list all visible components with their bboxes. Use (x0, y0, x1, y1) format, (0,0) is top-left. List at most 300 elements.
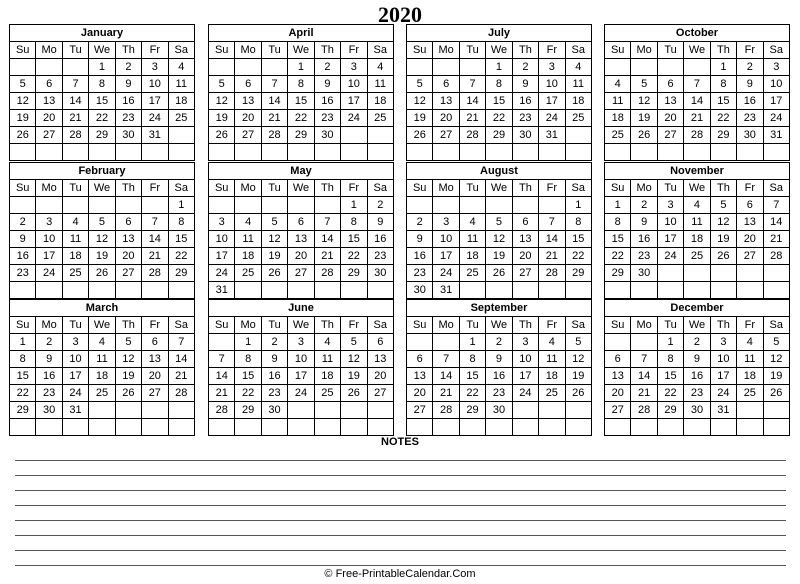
day-cell (565, 282, 591, 299)
day-cell: 2 (36, 334, 62, 351)
day-cell: 7 (539, 214, 565, 231)
day-cell (433, 144, 459, 161)
weekday-header: Fr (142, 317, 168, 334)
day-cell (539, 419, 565, 436)
day-cell: 9 (10, 231, 36, 248)
day-cell (142, 419, 168, 436)
weekday-header: Th (710, 180, 736, 197)
day-cell: 16 (631, 231, 657, 248)
day-cell: 13 (36, 93, 62, 110)
day-cell: 23 (631, 248, 657, 265)
day-cell: 18 (235, 248, 261, 265)
month-name: February (10, 163, 195, 180)
weekday-header: Fr (539, 42, 565, 59)
day-cell: 30 (631, 265, 657, 282)
weekday-header: Mo (36, 180, 62, 197)
day-cell: 27 (142, 385, 168, 402)
weekday-header: Su (10, 317, 36, 334)
day-cell: 15 (657, 368, 683, 385)
day-cell: 5 (763, 334, 789, 351)
day-cell: 31 (763, 127, 789, 144)
note-line (15, 460, 786, 461)
day-cell (288, 419, 314, 436)
weekday-header: Fr (737, 42, 763, 59)
day-cell: 11 (62, 231, 88, 248)
day-cell: 21 (209, 385, 235, 402)
weekday-header: Tu (459, 42, 485, 59)
month-name: December (605, 300, 790, 317)
day-cell: 19 (261, 248, 287, 265)
month-july (406, 24, 592, 161)
day-cell (539, 282, 565, 299)
note-line (15, 550, 786, 551)
day-cell: 18 (168, 93, 194, 110)
day-cell: 11 (367, 76, 393, 93)
month-september (406, 299, 592, 436)
day-cell: 28 (314, 265, 340, 282)
day-cell: 15 (288, 93, 314, 110)
day-cell: 6 (433, 76, 459, 93)
day-cell (89, 402, 115, 419)
day-cell: 3 (710, 334, 736, 351)
day-cell: 30 (314, 127, 340, 144)
day-cell: 12 (486, 231, 512, 248)
day-cell: 10 (539, 76, 565, 93)
day-cell: 27 (115, 265, 141, 282)
day-cell: 25 (459, 265, 485, 282)
day-cell (367, 282, 393, 299)
day-cell: 23 (261, 385, 287, 402)
day-cell (512, 282, 538, 299)
day-cell: 27 (605, 402, 631, 419)
day-cell: 2 (115, 59, 141, 76)
day-cell: 17 (36, 248, 62, 265)
day-cell (512, 144, 538, 161)
month-name: May (209, 163, 394, 180)
day-cell: 25 (565, 110, 591, 127)
day-cell: 16 (36, 368, 62, 385)
day-cell: 14 (763, 214, 789, 231)
day-cell: 1 (288, 59, 314, 76)
day-cell: 4 (565, 59, 591, 76)
day-cell (605, 334, 631, 351)
day-cell: 12 (10, 93, 36, 110)
day-cell: 12 (89, 231, 115, 248)
day-cell: 16 (10, 248, 36, 265)
day-cell: 12 (407, 93, 433, 110)
day-cell: 24 (341, 110, 367, 127)
day-cell (459, 59, 485, 76)
weekday-header: Th (115, 42, 141, 59)
weekday-header: Tu (657, 317, 683, 334)
day-cell: 27 (433, 127, 459, 144)
month-name: June (209, 300, 394, 317)
day-cell: 25 (684, 248, 710, 265)
day-cell (261, 282, 287, 299)
day-cell: 22 (459, 385, 485, 402)
day-cell: 14 (433, 368, 459, 385)
weekday-header: Tu (261, 42, 287, 59)
day-cell (459, 197, 485, 214)
weekday-header: Tu (261, 180, 287, 197)
weekday-header: Fr (539, 180, 565, 197)
note-line (15, 475, 786, 476)
day-cell: 1 (235, 334, 261, 351)
day-cell (89, 197, 115, 214)
day-cell: 29 (341, 265, 367, 282)
day-cell: 23 (314, 110, 340, 127)
day-cell: 11 (605, 93, 631, 110)
weekday-header: We (684, 42, 710, 59)
weekday-header: Su (209, 180, 235, 197)
day-cell: 16 (261, 368, 287, 385)
weekday-header: Sa (367, 317, 393, 334)
day-cell: 29 (459, 402, 485, 419)
day-cell (710, 144, 736, 161)
day-cell (407, 144, 433, 161)
day-cell: 30 (261, 402, 287, 419)
day-cell: 10 (657, 214, 683, 231)
weekday-header: Su (605, 42, 631, 59)
weekday-header: Su (209, 317, 235, 334)
day-cell: 3 (62, 334, 88, 351)
day-cell (737, 265, 763, 282)
weekday-header: Fr (737, 317, 763, 334)
day-cell (341, 144, 367, 161)
day-cell: 26 (10, 127, 36, 144)
day-cell: 18 (605, 110, 631, 127)
day-cell (605, 59, 631, 76)
day-cell: 23 (367, 248, 393, 265)
day-cell (565, 144, 591, 161)
day-cell (407, 59, 433, 76)
day-cell: 22 (657, 385, 683, 402)
day-cell: 18 (565, 93, 591, 110)
weekday-header: Mo (433, 42, 459, 59)
day-cell: 11 (565, 76, 591, 93)
month-december (604, 299, 790, 436)
day-cell: 30 (512, 127, 538, 144)
day-cell: 9 (631, 214, 657, 231)
day-cell (407, 334, 433, 351)
day-cell: 14 (168, 351, 194, 368)
day-cell: 16 (407, 248, 433, 265)
day-cell (209, 144, 235, 161)
day-cell: 11 (539, 351, 565, 368)
day-cell: 22 (10, 385, 36, 402)
weekday-header: Su (605, 180, 631, 197)
day-cell: 10 (710, 351, 736, 368)
weekday-header: Mo (235, 180, 261, 197)
day-cell (459, 282, 485, 299)
day-cell (10, 282, 36, 299)
note-line (15, 505, 786, 506)
day-cell: 22 (605, 248, 631, 265)
weekday-header: Fr (142, 180, 168, 197)
weekday-header: Mo (631, 317, 657, 334)
weekday-header: Tu (62, 317, 88, 334)
weekday-header: Th (512, 180, 538, 197)
day-cell (142, 282, 168, 299)
day-cell: 7 (684, 76, 710, 93)
day-cell: 1 (605, 197, 631, 214)
day-cell (539, 197, 565, 214)
month-march (9, 299, 195, 436)
month-name: November (605, 163, 790, 180)
day-cell: 10 (512, 351, 538, 368)
weekday-header: Mo (235, 42, 261, 59)
day-cell: 12 (631, 93, 657, 110)
day-cell (89, 282, 115, 299)
day-cell: 25 (737, 385, 763, 402)
month-name: September (407, 300, 592, 317)
day-cell: 19 (407, 110, 433, 127)
day-cell (763, 282, 789, 299)
day-cell: 28 (62, 127, 88, 144)
day-cell (763, 402, 789, 419)
day-cell: 20 (288, 248, 314, 265)
month-june (208, 299, 394, 436)
day-cell (314, 144, 340, 161)
day-cell: 8 (605, 214, 631, 231)
day-cell: 4 (235, 214, 261, 231)
day-cell (209, 334, 235, 351)
day-cell: 17 (512, 368, 538, 385)
day-cell: 23 (36, 385, 62, 402)
day-cell: 16 (486, 368, 512, 385)
day-cell (512, 197, 538, 214)
day-cell: 27 (288, 265, 314, 282)
day-cell: 31 (710, 402, 736, 419)
day-cell: 10 (288, 351, 314, 368)
day-cell: 13 (433, 93, 459, 110)
day-cell: 5 (115, 334, 141, 351)
day-cell: 5 (261, 214, 287, 231)
day-cell: 22 (288, 110, 314, 127)
day-cell (36, 59, 62, 76)
day-cell (684, 419, 710, 436)
day-cell: 4 (89, 334, 115, 351)
weekday-header: Tu (459, 180, 485, 197)
day-cell: 9 (367, 214, 393, 231)
day-cell: 10 (341, 76, 367, 93)
day-cell: 20 (235, 110, 261, 127)
day-cell: 18 (539, 368, 565, 385)
day-cell (763, 144, 789, 161)
day-cell (710, 419, 736, 436)
day-cell (314, 419, 340, 436)
day-cell (10, 419, 36, 436)
day-cell: 13 (407, 368, 433, 385)
month-name: March (10, 300, 195, 317)
weekday-header: We (684, 180, 710, 197)
day-cell: 4 (367, 59, 393, 76)
day-cell: 20 (433, 110, 459, 127)
weekday-header: Fr (341, 317, 367, 334)
weekday-header: Th (314, 42, 340, 59)
day-cell: 23 (10, 265, 36, 282)
weekday-header: Sa (763, 180, 789, 197)
day-cell: 24 (209, 265, 235, 282)
day-cell: 2 (367, 197, 393, 214)
day-cell (459, 419, 485, 436)
day-cell: 11 (168, 76, 194, 93)
weekday-header: Fr (341, 42, 367, 59)
day-cell: 9 (684, 351, 710, 368)
day-cell: 5 (407, 76, 433, 93)
day-cell: 15 (486, 93, 512, 110)
day-cell: 8 (565, 214, 591, 231)
day-cell: 7 (459, 76, 485, 93)
day-cell: 17 (142, 93, 168, 110)
day-cell: 1 (341, 197, 367, 214)
day-cell: 31 (62, 402, 88, 419)
day-cell: 28 (459, 127, 485, 144)
day-cell: 8 (657, 351, 683, 368)
day-cell: 29 (288, 127, 314, 144)
day-cell: 4 (62, 214, 88, 231)
day-cell (62, 419, 88, 436)
day-cell: 20 (737, 231, 763, 248)
day-cell: 26 (631, 127, 657, 144)
day-cell (168, 402, 194, 419)
day-cell: 7 (209, 351, 235, 368)
day-cell: 27 (367, 385, 393, 402)
day-cell: 14 (261, 93, 287, 110)
day-cell: 28 (142, 265, 168, 282)
day-cell (89, 419, 115, 436)
day-cell: 10 (142, 76, 168, 93)
day-cell (486, 282, 512, 299)
day-cell: 18 (62, 248, 88, 265)
day-cell: 8 (235, 351, 261, 368)
weekday-header: Fr (737, 180, 763, 197)
day-cell: 20 (36, 110, 62, 127)
day-cell: 21 (684, 110, 710, 127)
day-cell (115, 419, 141, 436)
day-cell: 7 (168, 334, 194, 351)
day-cell: 19 (115, 368, 141, 385)
day-cell (235, 144, 261, 161)
day-cell: 24 (710, 385, 736, 402)
day-cell (341, 402, 367, 419)
day-cell: 1 (710, 59, 736, 76)
day-cell: 11 (314, 351, 340, 368)
day-cell: 17 (710, 368, 736, 385)
day-cell: 23 (486, 385, 512, 402)
day-cell: 24 (142, 110, 168, 127)
day-cell: 30 (684, 402, 710, 419)
day-cell: 2 (261, 334, 287, 351)
day-cell: 31 (539, 127, 565, 144)
weekday-header: Sa (763, 42, 789, 59)
day-cell (539, 402, 565, 419)
day-cell: 21 (459, 110, 485, 127)
day-cell: 11 (737, 351, 763, 368)
day-cell: 13 (115, 231, 141, 248)
day-cell: 20 (115, 248, 141, 265)
day-cell (314, 197, 340, 214)
day-cell: 3 (657, 197, 683, 214)
day-cell: 25 (62, 265, 88, 282)
day-cell: 28 (209, 402, 235, 419)
weekday-header: Th (710, 317, 736, 334)
day-cell: 1 (459, 334, 485, 351)
day-cell (115, 402, 141, 419)
day-cell: 26 (486, 265, 512, 282)
day-cell: 29 (486, 127, 512, 144)
day-cell: 12 (341, 351, 367, 368)
weekday-header: Mo (631, 42, 657, 59)
weekday-header: Fr (142, 42, 168, 59)
day-cell: 15 (605, 231, 631, 248)
day-cell (367, 402, 393, 419)
day-cell (684, 59, 710, 76)
day-cell (657, 265, 683, 282)
day-cell: 6 (605, 351, 631, 368)
day-cell: 12 (763, 351, 789, 368)
day-cell: 5 (565, 334, 591, 351)
day-cell: 26 (710, 248, 736, 265)
day-cell (684, 144, 710, 161)
day-cell (261, 59, 287, 76)
day-cell: 6 (512, 214, 538, 231)
day-cell (62, 59, 88, 76)
day-cell: 22 (486, 110, 512, 127)
day-cell (684, 282, 710, 299)
day-cell (142, 144, 168, 161)
weekday-header: Su (407, 180, 433, 197)
weekday-header: Mo (433, 180, 459, 197)
day-cell: 26 (407, 127, 433, 144)
day-cell: 18 (314, 368, 340, 385)
day-cell: 1 (657, 334, 683, 351)
day-cell: 7 (314, 214, 340, 231)
day-cell: 5 (631, 76, 657, 93)
day-cell: 23 (512, 110, 538, 127)
day-cell: 24 (657, 248, 683, 265)
weekday-header: Th (512, 317, 538, 334)
day-cell: 13 (367, 351, 393, 368)
weekday-header: Th (512, 42, 538, 59)
day-cell: 21 (433, 385, 459, 402)
day-cell: 8 (288, 76, 314, 93)
day-cell (168, 127, 194, 144)
day-cell: 23 (407, 265, 433, 282)
day-cell: 25 (539, 385, 565, 402)
weekday-header: We (288, 180, 314, 197)
day-cell (737, 419, 763, 436)
day-cell (631, 334, 657, 351)
note-line (15, 535, 786, 536)
day-cell: 17 (657, 231, 683, 248)
day-cell: 17 (62, 368, 88, 385)
day-cell: 30 (367, 265, 393, 282)
day-cell (657, 144, 683, 161)
day-cell: 1 (10, 334, 36, 351)
day-cell: 11 (89, 351, 115, 368)
day-cell (36, 197, 62, 214)
weekday-header: Su (10, 180, 36, 197)
day-cell: 29 (565, 265, 591, 282)
day-cell: 12 (710, 214, 736, 231)
day-cell: 20 (407, 385, 433, 402)
weekday-header: Sa (168, 180, 194, 197)
day-cell (115, 197, 141, 214)
day-cell: 8 (10, 351, 36, 368)
day-cell (10, 59, 36, 76)
day-cell (763, 265, 789, 282)
